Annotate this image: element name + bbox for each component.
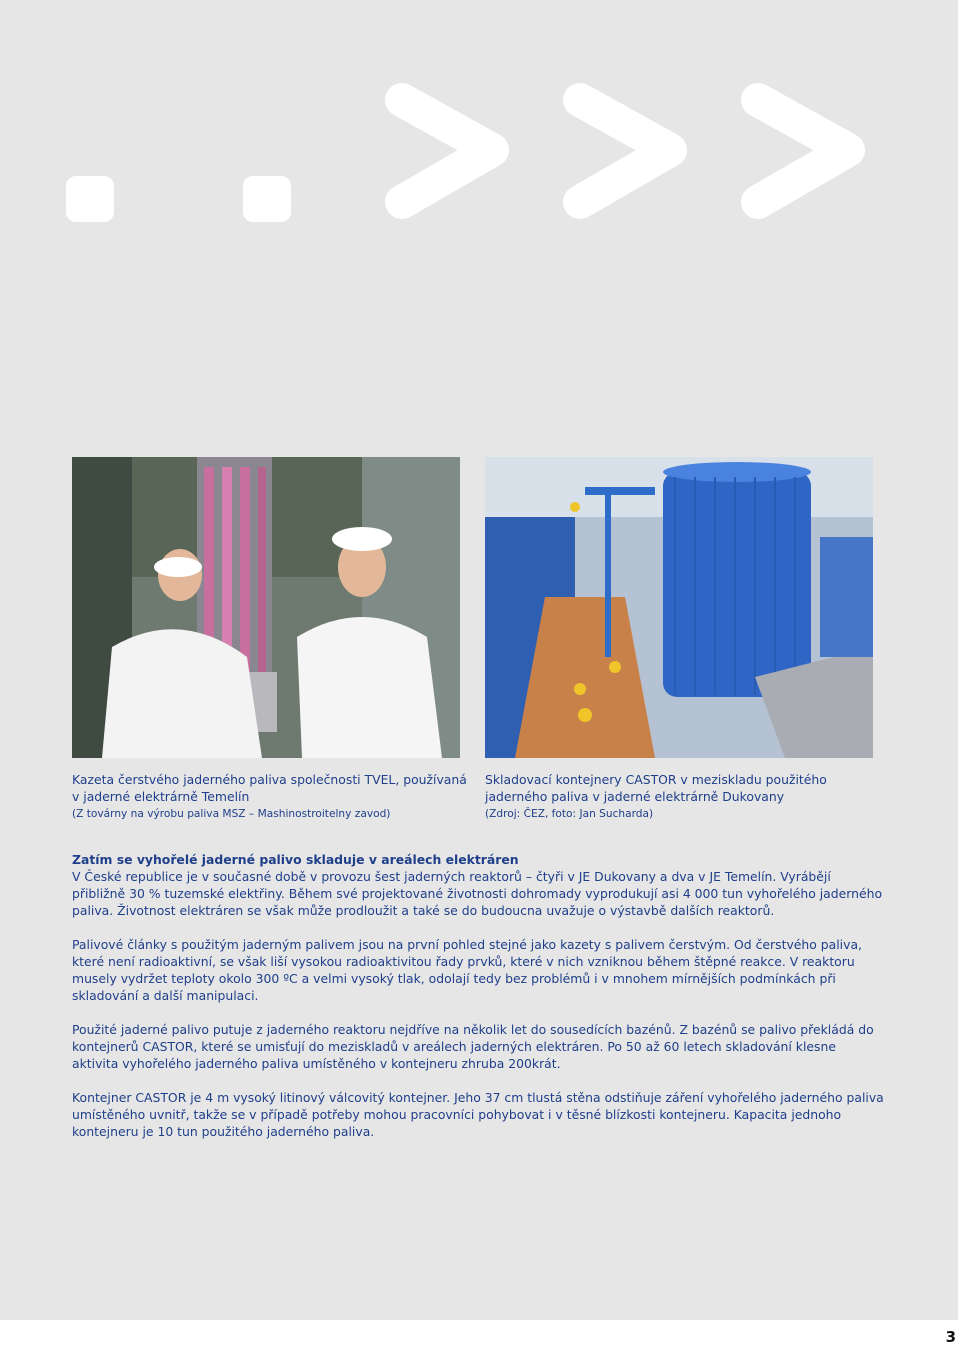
caption-line: jaderného paliva v jaderné elektrárně Dukovany bbox=[485, 789, 785, 804]
caption-line: Skladovací kontejnery CASTOR v meziskladu použitého bbox=[485, 772, 827, 787]
dot-shape bbox=[243, 176, 291, 222]
dots-chevrons-decoration bbox=[0, 0, 958, 440]
chevron-shape bbox=[758, 100, 848, 202]
article-body bbox=[72, 851, 884, 1157]
article-paragraph: Kontejner CASTOR je 4 m vysoký litinový válcovitý kontejner. Jeho 37 cm tlustá stěna odstiňuje záření vyhořelého jaderného paliva umístěného uvnitř, takže se v případě potřeby mohou pracovníci pohybovat i v těsné blízkosti kontejneru. Kapacita jednoho kontejneru je 10 tun použitého jaderného paliva. bbox=[72, 1090, 884, 1139]
chevron-shape bbox=[580, 100, 670, 202]
article-paragraph: V České republice je v současné době v provozu šest jaderných reaktorů – čtyři v JE Dukovany a dva v JE Temelín. Vyrábějí přibližně 30 % tuzemské elektřiny. Během své projektované životnosti dohromady vyprodukují asi 4 000 tun vyhořelého jaderného paliva. Životnost elektráren se však může prodloužit a také se do budoucna uvažuje o výstavbě dalších reaktorů. bbox=[72, 869, 883, 918]
castor-storage-photo bbox=[485, 457, 873, 758]
article-paragraph: Palivové články s použitým jaderným palivem jsou na první pohled stejné jako kazety s palivem čerstvým. Od čerstvého paliva, které není radioaktivní, se však liší vysokou radioaktivitou řady prvků, které v nich vzniknou během štěpné reakce. V reaktoru musely vydržet teploty okolo 300 ºC a velmi vysoký tlak, odolají tedy bez problémů i v mnohem mírnějších podmínkách při skladování a další manipulaci. bbox=[72, 937, 862, 1003]
caption-source: (Z továrny na výrobu paliva MSZ – Mashinostroitelny zavod) bbox=[72, 808, 391, 820]
dot-shape bbox=[66, 176, 114, 222]
fuel-assembly-photo bbox=[72, 457, 460, 758]
caption-line: v jaderné elektrárně Temelín bbox=[72, 789, 250, 804]
article-heading: Zatím se vyhořelé jaderné palivo skladuje v areálech elektráren bbox=[72, 852, 519, 867]
photo-caption bbox=[485, 771, 885, 823]
page-number: 3 bbox=[945, 1328, 956, 1346]
caption-line: Kazeta čerstvého jaderného paliva společnosti TVEL, používaná bbox=[72, 772, 467, 787]
caption-source: (Zdroj: ČEZ, foto: Jan Sucharda) bbox=[485, 808, 654, 820]
article-paragraph: Použité jaderné palivo putuje z jaderného reaktoru nejdříve na několik let do sousedících bazénů. Z bazénů se palivo překládá do kontejnerů CASTOR, které se umisťují do meziskladů v areálech jaderných elektráren. Po 50 až 60 letech skladování klesne aktivita vyhořelého jaderného paliva umístěného v kontejneru zhruba 200krát. bbox=[72, 1022, 874, 1071]
chevron-shape bbox=[402, 100, 492, 202]
photo-caption bbox=[72, 771, 472, 823]
